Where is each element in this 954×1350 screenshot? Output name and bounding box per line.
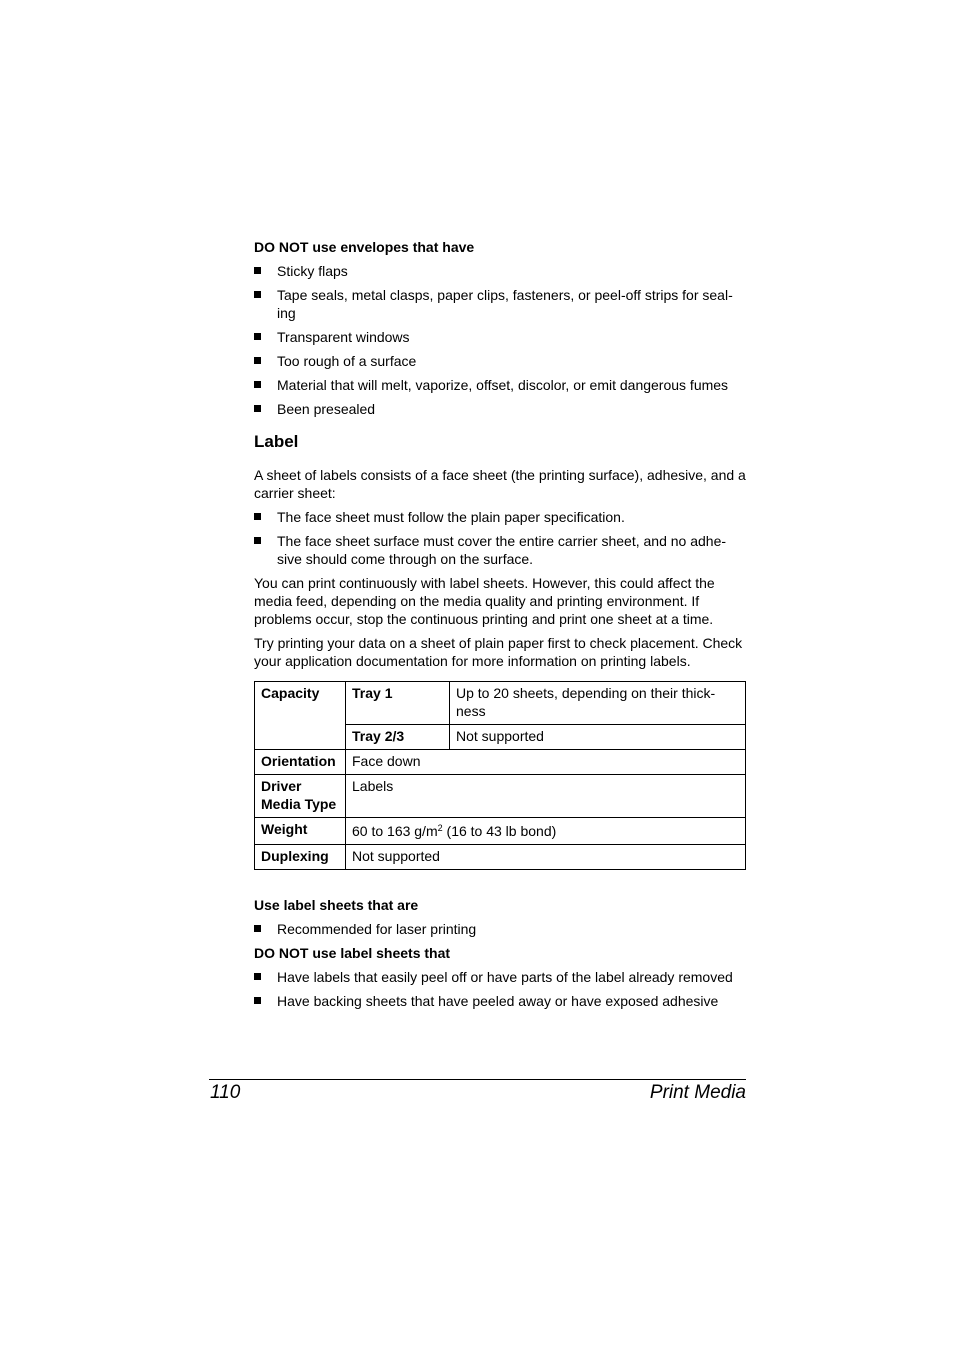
- orientation-value: Face down: [346, 750, 746, 775]
- list-item: Too rough of a surface: [254, 352, 746, 370]
- square-bullet-icon: [254, 291, 261, 298]
- envelopes-list: [254, 262, 746, 418]
- use-sheets-list: [254, 920, 746, 938]
- list-item: Sticky flaps: [254, 262, 746, 280]
- footer-divider: [209, 1079, 746, 1080]
- square-bullet-icon: [254, 357, 261, 364]
- section-title: Label: [254, 432, 299, 451]
- page-content: [254, 238, 746, 1016]
- dont-sheets-list: [254, 968, 746, 1010]
- tray23-value: Not supported: [450, 725, 746, 750]
- envelopes-heading: DO NOT use envelopes that have: [254, 239, 475, 255]
- table-row: [255, 818, 746, 845]
- footer-section-title: Print Media: [649, 1082, 746, 1103]
- capacity-label: Capacity: [255, 682, 346, 750]
- square-bullet-icon: [254, 381, 261, 388]
- driver-media-type-value: Labels: [346, 775, 746, 818]
- square-bullet-icon: [254, 267, 261, 274]
- plain-paper-paragraph: Try printing your data on a sheet of plain paper first to check placement. Check your application documentation for more information on printing labels.: [254, 635, 743, 669]
- weight-value: 60 to 163 $g/m^2$ (16 to 43 lb bond): [346, 818, 746, 845]
- square-bullet-icon: [254, 405, 261, 412]
- list-item: The face sheet must follow the plain paper specification.: [254, 508, 746, 526]
- list-item: Transparent windows: [254, 328, 746, 346]
- tray23-label: Tray 2/3: [346, 725, 450, 750]
- list-item: Have backing sheets that have peeled away or have exposed adhesive: [254, 992, 746, 1010]
- square-bullet-icon: [254, 333, 261, 340]
- table-row: [255, 750, 746, 775]
- orientation-label: Orientation: [255, 750, 346, 775]
- table-row: [255, 775, 746, 818]
- list-item: Been presealed: [254, 400, 746, 418]
- duplexing-value: Not supported: [346, 845, 746, 870]
- square-bullet-icon: [254, 973, 261, 980]
- list-item: The face sheet surface must cover the entire carrier sheet, and no adhe-sive should come through on the surface.: [254, 532, 746, 568]
- table-row: [255, 682, 746, 725]
- list-item: Recommended for laser printing: [254, 920, 746, 938]
- square-bullet-icon: [254, 997, 261, 1004]
- label-spec-table: [254, 681, 746, 870]
- label-bullets: [254, 508, 746, 568]
- duplexing-label: Duplexing: [255, 845, 346, 870]
- tray1-value: Up to 20 sheets, depending on their thick-ness: [450, 682, 746, 725]
- square-bullet-icon: [254, 537, 261, 544]
- label-intro: A sheet of labels consists of a face sheet (the printing surface), adhesive, and a carrier sheet:: [254, 467, 746, 501]
- list-item: Material that will melt, vaporize, offset, discolor, or emit dangerous fumes: [254, 376, 746, 394]
- use-sheets-heading: Use label sheets that are: [254, 897, 419, 913]
- square-bullet-icon: [254, 925, 261, 932]
- weight-label: Weight: [255, 818, 346, 845]
- list-item: Tape seals, metal clasps, paper clips, fasteners, or peel-off strips for seal-ing: [254, 286, 746, 322]
- driver-media-type-label: Driver Media Type: [255, 775, 346, 818]
- page-number: 110: [210, 1082, 241, 1103]
- continuous-printing-paragraph: You can print continuously with label sheets. However, this could affect the media feed, depending on the media quality and printing environment. If problems occur, stop the continuous printing and print one sheet at a time.: [254, 575, 715, 627]
- list-item: Have labels that easily peel off or have parts of the label already removed: [254, 968, 746, 986]
- table-row: [255, 845, 746, 870]
- square-bullet-icon: [254, 513, 261, 520]
- dont-sheets-heading: DO NOT use label sheets that: [254, 945, 451, 961]
- tray1-label: Tray 1: [346, 682, 450, 725]
